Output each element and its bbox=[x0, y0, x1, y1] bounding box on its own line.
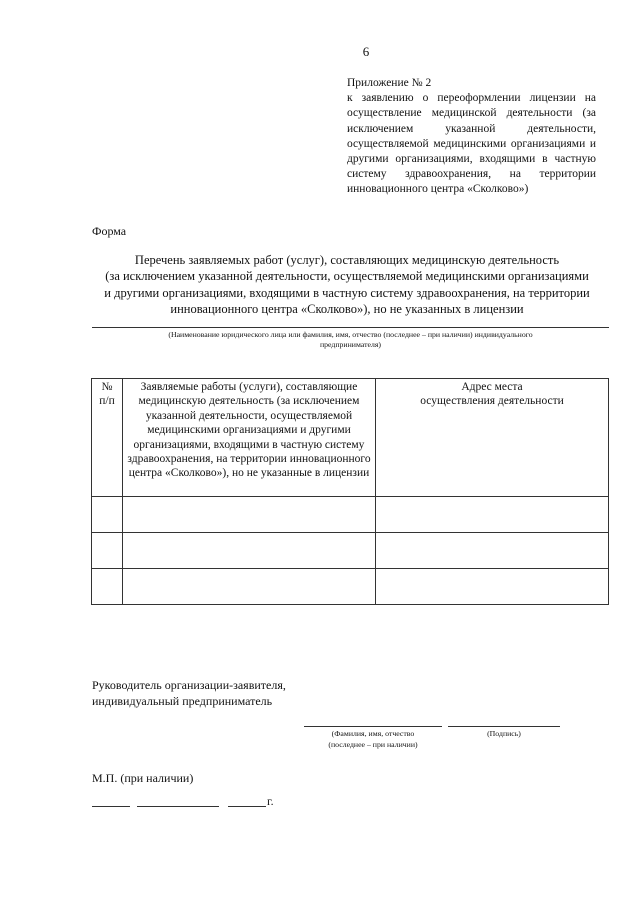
heading-line-3: и другими организациями, входящими в частную систему здравоохранения, на территории bbox=[104, 285, 590, 300]
date-month-field[interactable] bbox=[137, 806, 219, 807]
row-number-cell[interactable] bbox=[92, 569, 123, 605]
header-address bbox=[376, 379, 609, 497]
organization-name-field[interactable] bbox=[92, 327, 609, 328]
full-name-caption-line-1: (Фамилия, имя, отчество bbox=[331, 729, 415, 738]
row-address-cell[interactable] bbox=[376, 533, 609, 569]
header-number-symbol: № bbox=[101, 381, 113, 393]
full-name-caption-line-2: (последнее – при наличии) bbox=[328, 739, 418, 749]
signature-field[interactable] bbox=[448, 726, 560, 727]
header-address-line-2: осуществления деятельности bbox=[420, 395, 564, 408]
header-number-abbr: п/п bbox=[99, 395, 115, 408]
row-number-cell[interactable] bbox=[92, 497, 123, 533]
header-works: Заявляемые работы (услуги), составляющие медицинскую деятельность (за исключением указанной деятельности, осуществляемой медицинскими организациями и другими организациями, входящими в частную систему здравоохранения, на территории инновационного центра «Сколково»), но не указанные в лицензии bbox=[123, 379, 376, 497]
row-works-cell[interactable] bbox=[123, 569, 376, 605]
header-address-line-1: Адрес места bbox=[461, 381, 523, 393]
row-address-cell[interactable] bbox=[376, 569, 609, 605]
organization-name-caption bbox=[92, 330, 609, 350]
heading-line-4: инновационного центра «Сколково»), но не указанных в лицензии bbox=[170, 302, 524, 317]
page-number: 6 bbox=[362, 44, 370, 59]
form-label: Форма bbox=[92, 224, 127, 238]
table-row bbox=[92, 497, 609, 533]
signature-caption: (Подпись) bbox=[487, 729, 521, 738]
row-number-cell[interactable] bbox=[92, 533, 123, 569]
appendix-note bbox=[347, 76, 596, 198]
header-number bbox=[92, 379, 123, 497]
table-row bbox=[92, 533, 609, 569]
full-name-field[interactable] bbox=[304, 726, 442, 727]
table-header-row bbox=[92, 379, 609, 497]
row-address-cell[interactable] bbox=[376, 497, 609, 533]
stamp-label: М.П. (при наличии) bbox=[92, 771, 194, 785]
org-caption-line-1: (Наименование юридического лица или фамилия, имя, отчество (последнее – при наличии) индивидуального bbox=[168, 330, 533, 339]
signer-line-2: индивидуальный предприниматель bbox=[92, 694, 273, 708]
heading-line-1: Перечень заявляемых работ (услуг), составляющих медицинскую деятельность bbox=[134, 253, 560, 267]
row-works-cell[interactable] bbox=[123, 497, 376, 533]
org-caption-line-2: предпринимателя) bbox=[319, 340, 382, 349]
date-year-suffix: г. bbox=[267, 794, 274, 808]
heading-line-2: (за исключением указанной деятельности, осуществляемой медицинскими организациями bbox=[105, 269, 589, 284]
date-year-field[interactable] bbox=[228, 806, 266, 807]
row-works-cell[interactable] bbox=[123, 533, 376, 569]
appendix-title: Приложение № 2 bbox=[347, 77, 432, 89]
signer-title bbox=[92, 677, 286, 709]
table-row bbox=[92, 569, 609, 605]
date-day-field[interactable] bbox=[92, 806, 130, 807]
appendix-body: к заявлению о переоформлении лицензии на осуществление медицинской деятельности (за исключением указанной деятельности, осуществляемой медицинскими организациями и другими организациями, входящими в частную систему здравоохранения, на территории инновационного центра «Сколково») bbox=[347, 92, 596, 196]
full-name-caption bbox=[296, 729, 450, 750]
works-table bbox=[91, 378, 609, 605]
signer-line-1: Руководитель организации-заявителя, bbox=[92, 678, 286, 692]
document-heading bbox=[88, 252, 606, 318]
